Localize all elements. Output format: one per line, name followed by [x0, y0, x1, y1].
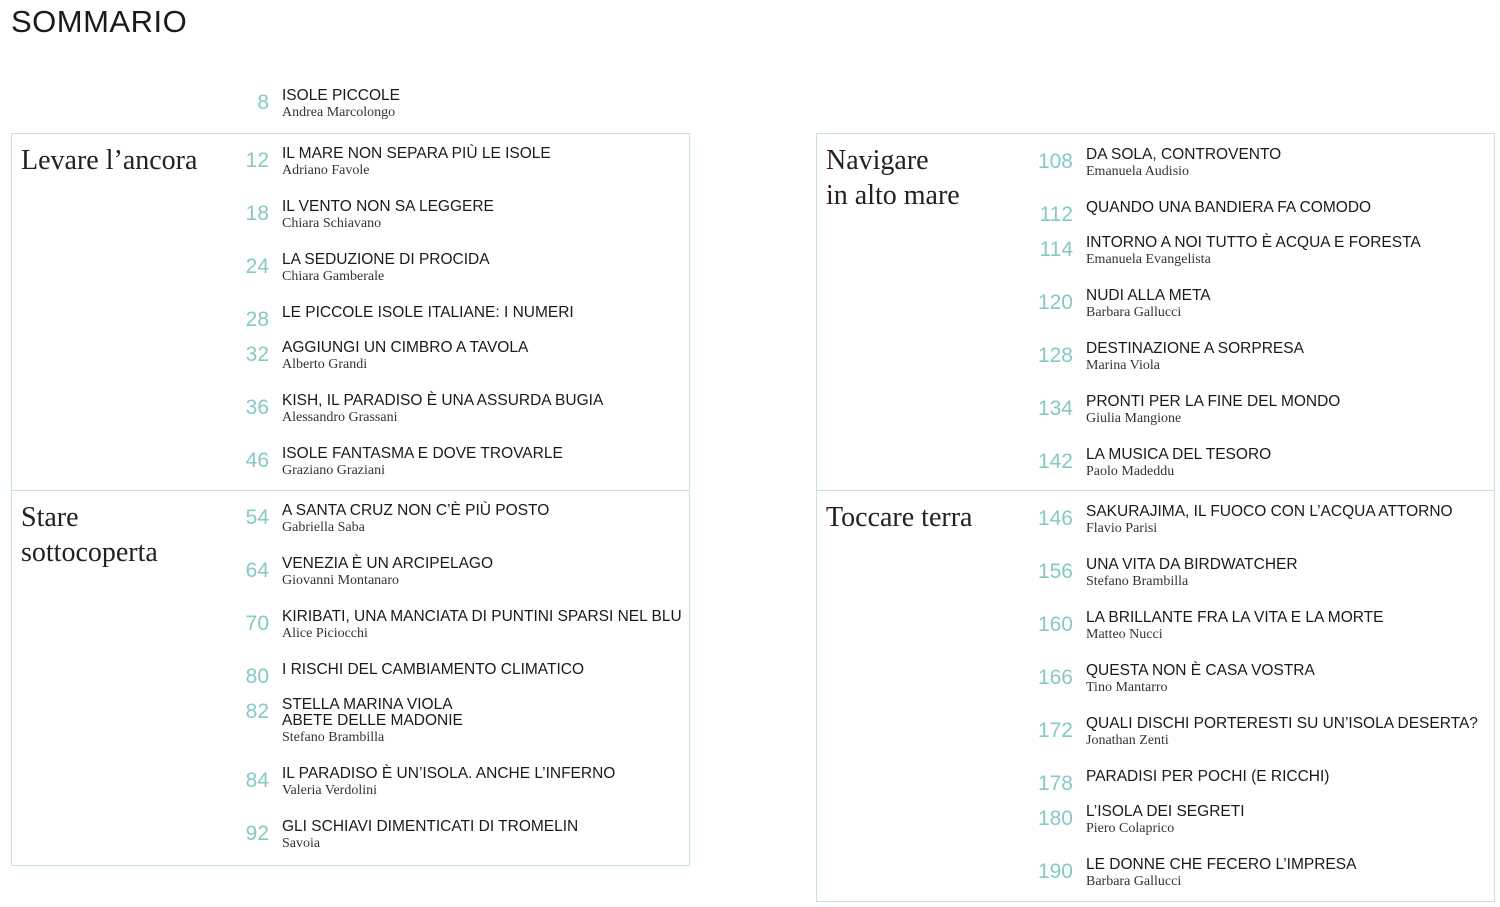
entry-text [282, 766, 702, 800]
page-number: 146 [1037, 507, 1073, 530]
page-number: 156 [1037, 560, 1073, 583]
page-number: 142 [1037, 450, 1073, 473]
entry-text [282, 446, 702, 480]
page-title: SOMMARIO [11, 4, 188, 39]
entry-text [282, 697, 702, 747]
entry-author: Marina Viola [1086, 358, 1160, 373]
entry-author: Adriano Favole [282, 163, 370, 178]
entry-text [1086, 200, 1500, 216]
entry-author: Alice Piciocchi [282, 626, 368, 641]
entry-author: Andrea Marcolongo [282, 105, 396, 120]
entry-title: AGGIUNGI UN CIMBRO A TAVOLA [282, 339, 529, 356]
page-number: 82 [245, 700, 269, 723]
entry-author: Flavio Parisi [1086, 521, 1158, 536]
entry-title: UNA VITA DA BIRDWATCHER [1086, 556, 1298, 573]
entry-title: A SANTA CRUZ NON C’È PIÙ POSTO [282, 502, 550, 519]
entry-author: Paolo Madeddu [1086, 464, 1175, 479]
entry-author: Gabriella Saba [282, 520, 365, 535]
entry-title: PRONTI PER LA FINE DEL MONDO [1086, 393, 1341, 410]
page-number: 24 [245, 255, 269, 278]
entry-title: DA SOLA, CONTROVENTO [1086, 146, 1282, 163]
entry-title: KISH, IL PARADISO È UNA ASSURDA BUGIA [282, 392, 604, 409]
entry-author: Stefano Brambilla [1086, 574, 1189, 589]
entry-text [1086, 804, 1500, 838]
entry-title: IL PARADISO È UN’ISOLA. ANCHE L’INFERNO [282, 765, 616, 782]
entry-text [282, 556, 702, 590]
entry-author: Stefano Brambilla [282, 730, 385, 745]
entry-author: Alessandro Grassani [282, 410, 398, 425]
entry-text [1086, 341, 1500, 375]
page-number: 54 [245, 506, 269, 529]
entry-author: Emanuela Audisio [1086, 164, 1190, 179]
page-number: 36 [245, 396, 269, 419]
entry-title: QUANDO UNA BANDIERA FA COMODO [1086, 199, 1372, 216]
entry-text [282, 503, 702, 537]
entry-author: Tino Mantarro [1086, 680, 1168, 695]
entry-author: Giulia Mangione [1086, 411, 1182, 426]
entry-title: STELLA MARINA VIOLA ABETE DELLE MADONIE [282, 696, 463, 729]
entry-text [1086, 663, 1500, 697]
page-number: 134 [1037, 397, 1073, 420]
entry-author: Giovanni Montanaro [282, 573, 400, 588]
entry-text [1086, 394, 1500, 428]
entry-author: Emanuela Evangelista [1086, 252, 1211, 267]
entry-text [1086, 447, 1500, 481]
page-number: 18 [245, 202, 269, 225]
entry-text [282, 393, 702, 427]
page-number: 84 [245, 769, 269, 792]
page-number: 32 [245, 343, 269, 366]
page-number: 172 [1037, 719, 1073, 742]
entry-text [282, 146, 702, 180]
page-number: 46 [245, 449, 269, 472]
entry-author: Chiara Schiavano [282, 216, 382, 231]
entry-text [282, 305, 702, 321]
entry-text [282, 252, 702, 286]
entry-text [282, 609, 702, 643]
entry-title: IL VENTO NON SA LEGGERE [282, 198, 494, 215]
page-number: 80 [245, 665, 269, 688]
entry-author: Barbara Gallucci [1086, 305, 1182, 320]
entry-author: Graziano Graziani [282, 463, 385, 478]
entry-text [1086, 716, 1500, 750]
entry-text [1086, 147, 1500, 181]
entry-title: SAKURAJIMA, IL FUOCO CON L’ACQUA ATTORNO [1086, 503, 1453, 520]
section-title: Toccare terra [826, 502, 973, 533]
entry-title: ISOLE FANTASMA E DOVE TROVARLE [282, 445, 563, 462]
section-title: Stare sottocoperta [21, 502, 158, 568]
page-number: 190 [1037, 860, 1073, 883]
entry-author: Valeria Verdolini [282, 783, 377, 798]
page-number: 108 [1037, 150, 1073, 173]
page-number: 128 [1037, 344, 1073, 367]
page-number: 8 [257, 91, 269, 114]
entry-author: Piero Colaprico [1086, 821, 1175, 836]
page-number: 120 [1037, 291, 1073, 314]
entry-title: LA SEDUZIONE DI PROCIDA [282, 251, 490, 268]
entry-text [282, 199, 702, 233]
entry-title: DESTINAZIONE A SORPRESA [1086, 340, 1304, 357]
entry-title: KIRIBATI, UNA MANCIATA DI PUNTINI SPARSI NEL BLU [282, 608, 682, 625]
entry-text [282, 88, 702, 122]
entry-title: L’ISOLA DEI SEGRETI [1086, 803, 1245, 820]
page-number: 12 [245, 149, 269, 172]
page-number: 180 [1037, 807, 1073, 830]
entry-title: GLI SCHIAVI DIMENTICATI DI TROMELIN [282, 818, 579, 835]
entry-title: INTORNO A NOI TUTTO È ACQUA E FORESTA [1086, 234, 1421, 251]
page-number: 28 [245, 308, 269, 331]
page-number: 114 [1039, 238, 1073, 261]
page-number: 166 [1037, 666, 1073, 689]
entry-title: I RISCHI DEL CAMBIAMENTO CLIMATICO [282, 661, 585, 678]
entry-text [1086, 769, 1500, 785]
entry-title: NUDI ALLA META [1086, 287, 1211, 304]
entry-title: QUESTA NON È CASA VOSTRA [1086, 662, 1315, 679]
entry-title: LA MUSICA DEL TESORO [1086, 446, 1272, 463]
entry-title: LE PICCOLE ISOLE ITALIANE: I NUMERI [282, 304, 574, 321]
entry-author: Savoia [282, 836, 321, 851]
page-number: 70 [245, 612, 269, 635]
entry-title: IL MARE NON SEPARA PIÙ LE ISOLE [282, 145, 551, 162]
entry-author: Matteo Nucci [1086, 627, 1163, 642]
page-number: 64 [245, 559, 269, 582]
entry-text [1086, 235, 1500, 269]
entry-author: Alberto Grandi [282, 357, 368, 372]
entry-author: Barbara Gallucci [1086, 874, 1182, 889]
page-number: 112 [1039, 203, 1073, 226]
entry-text [1086, 288, 1500, 322]
entry-title: LA BRILLANTE FRA LA VITA E LA MORTE [1086, 609, 1384, 626]
section-title: Navigare in alto mare [826, 145, 960, 211]
page-number: 160 [1037, 613, 1073, 636]
entry-text [1086, 610, 1500, 644]
entry-text [282, 819, 702, 853]
page-number: 92 [245, 822, 269, 845]
section-title: Levare l’ancora [21, 145, 198, 176]
entry-author: Jonathan Zenti [1086, 733, 1169, 748]
entry-title: PARADISI PER POCHI (E RICCHI) [1086, 768, 1330, 785]
entry-text [1086, 857, 1500, 891]
entry-author: Chiara Gamberale [282, 269, 385, 284]
entry-title: QUALI DISCHI PORTERESTI SU UN’ISOLA DESERTA? [1086, 715, 1478, 732]
entry-title: ISOLE PICCOLE [282, 87, 401, 104]
entry-title: VENEZIA È UN ARCIPELAGO [282, 555, 494, 572]
entry-text [1086, 557, 1500, 591]
entry-text [1086, 504, 1500, 538]
entry-title: LE DONNE CHE FECERO L’IMPRESA [1086, 856, 1357, 873]
page-number: 178 [1037, 772, 1073, 795]
entry-text [282, 662, 702, 678]
entry-text [282, 340, 702, 374]
